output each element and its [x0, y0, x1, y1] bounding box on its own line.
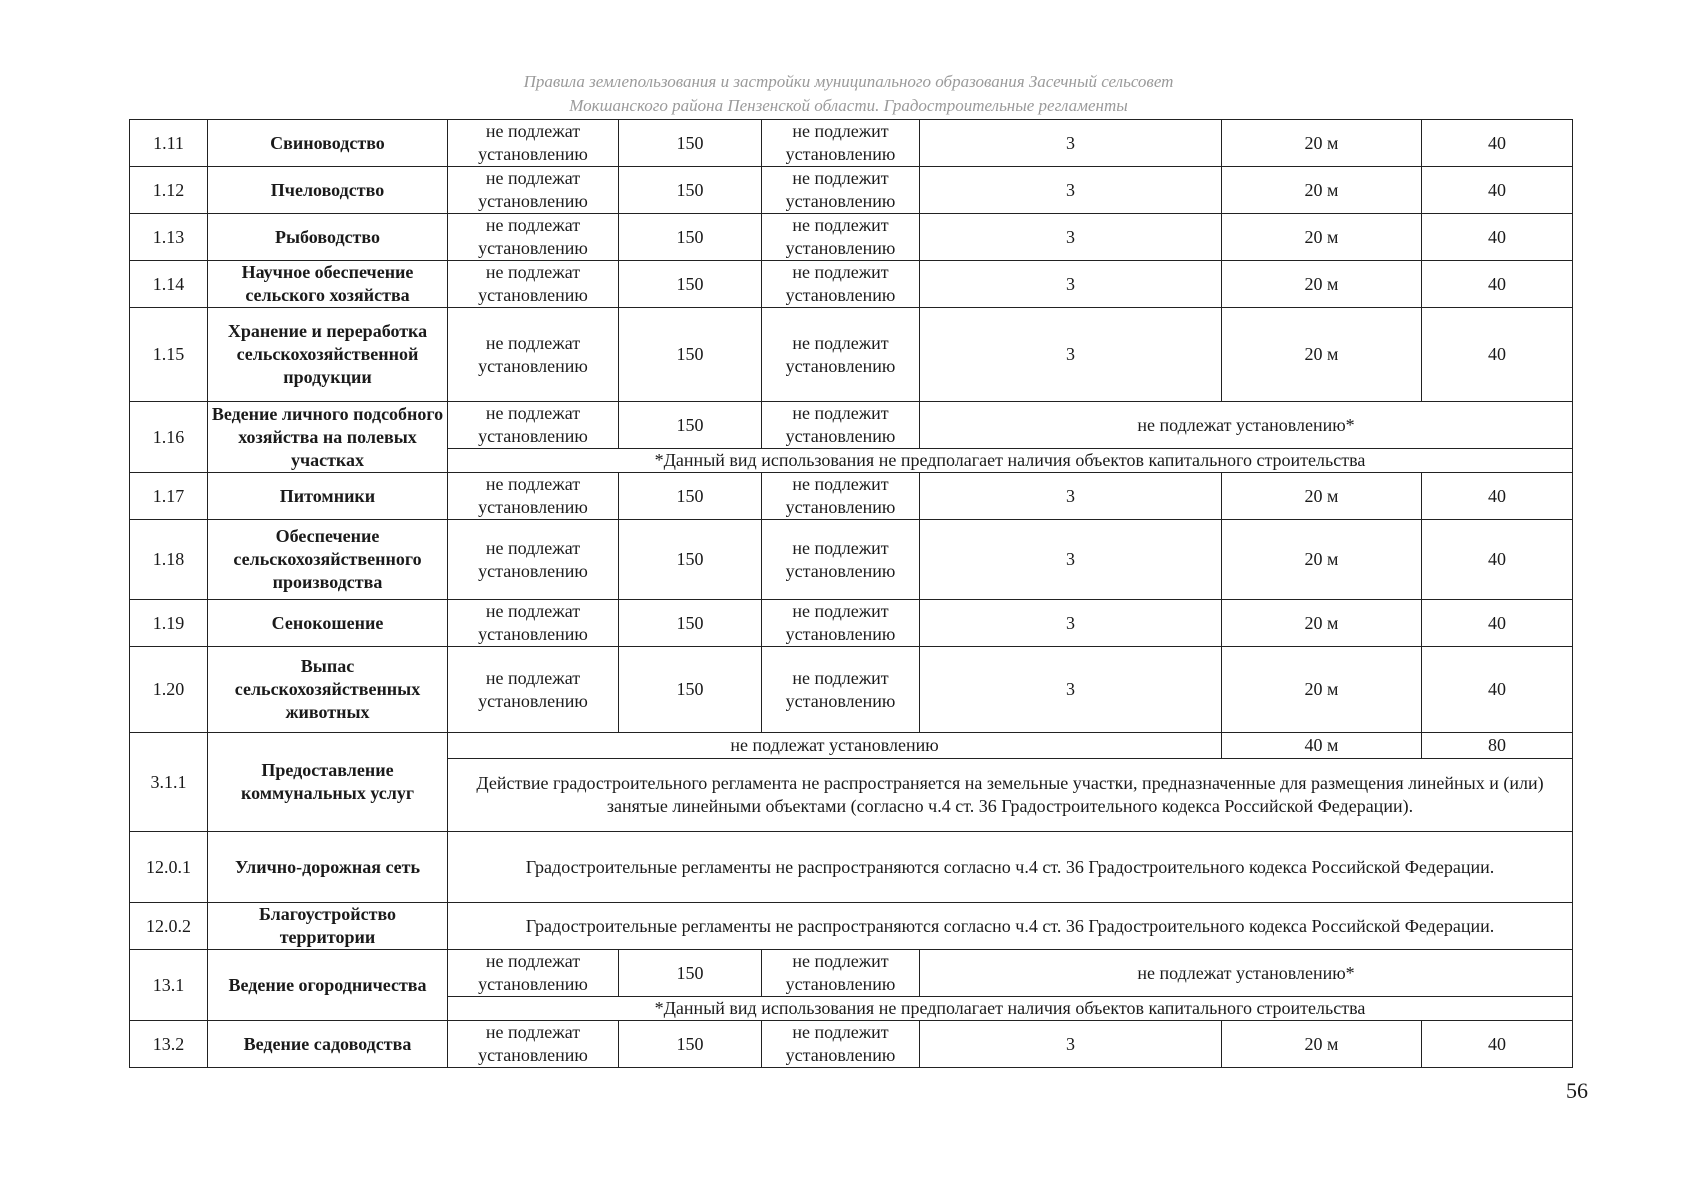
row-name: Рыбоводство: [208, 214, 448, 261]
row-cell: 150: [619, 402, 762, 449]
table-row: [130, 214, 1573, 261]
row-cell: не подлежат установлению: [448, 402, 619, 449]
row-cell: 150: [619, 308, 762, 402]
row-text: Действие градостроительного регламента не распространяется на земельные участки, предназначенные для размещения линейных и (или) занятые линейными объектами (согласно ч.4 ст. 36 Градостроительного кодекса Российской Федерации).: [448, 759, 1573, 832]
row-cell: не подлежат установлению: [448, 214, 619, 261]
row-cell: 20 м: [1222, 647, 1422, 733]
row-text: Градостроительные регламенты не распространяются согласно ч.4 ст. 36 Градостроительного кодекса Российской Федерации.: [448, 903, 1573, 950]
row-cell: не подлежит установлению: [762, 950, 920, 997]
table-row: [130, 600, 1573, 647]
row-cell: 20 м: [1222, 600, 1422, 647]
row-code: 1.18: [130, 520, 208, 600]
row-cell: 150: [619, 647, 762, 733]
table-row: [130, 520, 1573, 600]
row-name: Хранение и переработка сельскохозяйственной продукции: [208, 308, 448, 402]
row-name: Сенокошение: [208, 600, 448, 647]
row-name: Ведение личного подсобного хозяйства на полевых участках: [208, 402, 448, 473]
row-cell: 20 м: [1222, 167, 1422, 214]
row-cell: не подлежат установлению: [448, 647, 619, 733]
row-cell: 150: [619, 473, 762, 520]
row-cell: 40: [1422, 167, 1573, 214]
row-name: Пчеловодство: [208, 167, 448, 214]
row-cell: не подлежит установлению: [762, 308, 920, 402]
row-cell: 40: [1422, 520, 1573, 600]
row-code: 3.1.1: [130, 733, 208, 832]
table-row: [130, 832, 1573, 903]
row-cell: 20 м: [1222, 214, 1422, 261]
table-row: [130, 473, 1573, 520]
row-cell: не подлежит установлению: [762, 167, 920, 214]
row-cell: 3: [920, 120, 1222, 167]
row-cell: не подлежат установлению: [448, 167, 619, 214]
row-code: 1.19: [130, 600, 208, 647]
row-cell: не подлежит установлению: [762, 1021, 920, 1068]
row-cell: 20 м: [1222, 473, 1422, 520]
row-cell: 150: [619, 261, 762, 308]
row-note: *Данный вид использования не предполагает наличия объектов капитального строительства: [448, 449, 1573, 473]
row-cell: не подлежат установлению: [448, 520, 619, 600]
row-cell: 40: [1422, 120, 1573, 167]
row-note: *Данный вид использования не предполагает наличия объектов капитального строительства: [448, 997, 1573, 1021]
row-cell: 40: [1422, 308, 1573, 402]
row-cell: 40: [1422, 647, 1573, 733]
row-cell: не подлежат установлению: [448, 120, 619, 167]
row-code: 1.15: [130, 308, 208, 402]
table-row: [130, 1021, 1573, 1068]
row-cell: 150: [619, 950, 762, 997]
row-cell: 3: [920, 214, 1222, 261]
row-cell: не подлежат установлению: [448, 1021, 619, 1068]
table-row: [130, 402, 1573, 449]
row-code: 1.20: [130, 647, 208, 733]
row-merged-cell: не подлежат установлению: [448, 733, 1222, 759]
row-merged-cell: не подлежат установлению*: [920, 402, 1573, 449]
row-cell: не подлежит установлению: [762, 261, 920, 308]
row-name: Научное обеспечение сельского хозяйства: [208, 261, 448, 308]
table-row: [130, 903, 1573, 950]
row-cell: 150: [619, 1021, 762, 1068]
row-cell: не подлежат установлению: [448, 950, 619, 997]
row-cell: 80: [1422, 733, 1573, 759]
table-row: [130, 950, 1573, 997]
row-cell: не подлежат установлению: [448, 600, 619, 647]
row-code: 1.16: [130, 402, 208, 473]
row-cell: 20 м: [1222, 120, 1422, 167]
row-name: Ведение огородничества: [208, 950, 448, 1021]
row-cell: не подлежит установлению: [762, 120, 920, 167]
row-cell: 40: [1422, 600, 1573, 647]
row-code: 1.12: [130, 167, 208, 214]
header-line-2: Мокшанского района Пензенской области. Градостроительные регламенты: [569, 96, 1128, 115]
row-cell: не подлежит установлению: [762, 473, 920, 520]
page-header: [0, 70, 1697, 118]
row-name: Предоставление коммунальных услуг: [208, 733, 448, 832]
row-merged-cell: не подлежат установлению*: [920, 950, 1573, 997]
table-row: [130, 167, 1573, 214]
row-cell: 40: [1422, 1021, 1573, 1068]
header-line-1: Правила землепользования и застройки муниципального образования Засечный сельсовет: [523, 72, 1174, 91]
row-cell: не подлежит установлению: [762, 402, 920, 449]
row-cell: 3: [920, 308, 1222, 402]
table-row: [130, 308, 1573, 402]
row-name: Благоустройство территории: [208, 903, 448, 950]
row-code: 1.14: [130, 261, 208, 308]
row-cell: 3: [920, 167, 1222, 214]
row-text: Градостроительные регламенты не распространяются согласно ч.4 ст. 36 Градостроительного кодекса Российской Федерации.: [448, 832, 1573, 903]
row-cell: не подлежит установлению: [762, 647, 920, 733]
regulations-table: [129, 119, 1573, 1068]
row-cell: 20 м: [1222, 1021, 1422, 1068]
row-cell: 3: [920, 1021, 1222, 1068]
row-name: Ведение садоводства: [208, 1021, 448, 1068]
row-cell: не подлежат установлению: [448, 261, 619, 308]
row-name: Улично-дорожная сеть: [208, 832, 448, 903]
row-cell: не подлежит установлению: [762, 520, 920, 600]
row-cell: 20 м: [1222, 308, 1422, 402]
row-code: 1.11: [130, 120, 208, 167]
row-cell: не подлежит установлению: [762, 214, 920, 261]
page-number: 56: [1566, 1078, 1588, 1103]
row-code: 13.2: [130, 1021, 208, 1068]
row-cell: не подлежат установлению: [448, 473, 619, 520]
row-cell: не подлежат установлению: [448, 308, 619, 402]
row-cell: 3: [920, 600, 1222, 647]
row-cell: 150: [619, 214, 762, 261]
row-cell: 40 м: [1222, 733, 1422, 759]
table-row: [130, 647, 1573, 733]
row-cell: 20 м: [1222, 520, 1422, 600]
row-name: Обеспечение сельскохозяйственного производства: [208, 520, 448, 600]
row-name: Выпас сельскохозяйственных животных: [208, 647, 448, 733]
row-cell: 150: [619, 120, 762, 167]
row-name: Питомники: [208, 473, 448, 520]
row-cell: 40: [1422, 214, 1573, 261]
row-cell: 3: [920, 520, 1222, 600]
row-code: 1.17: [130, 473, 208, 520]
row-cell: не подлежит установлению: [762, 600, 920, 647]
table-row: [130, 261, 1573, 308]
table-row: [130, 733, 1573, 759]
row-name: Свиноводство: [208, 120, 448, 167]
row-cell: 3: [920, 647, 1222, 733]
row-cell: 40: [1422, 261, 1573, 308]
row-cell: 3: [920, 473, 1222, 520]
row-code: 1.13: [130, 214, 208, 261]
row-code: 12.0.1: [130, 832, 208, 903]
row-cell: 20 м: [1222, 261, 1422, 308]
row-cell: 150: [619, 600, 762, 647]
row-cell: 150: [619, 167, 762, 214]
row-cell: 3: [920, 261, 1222, 308]
row-code: 12.0.2: [130, 903, 208, 950]
row-cell: 150: [619, 520, 762, 600]
row-code: 13.1: [130, 950, 208, 1021]
table-row: [130, 120, 1573, 167]
row-cell: 40: [1422, 473, 1573, 520]
